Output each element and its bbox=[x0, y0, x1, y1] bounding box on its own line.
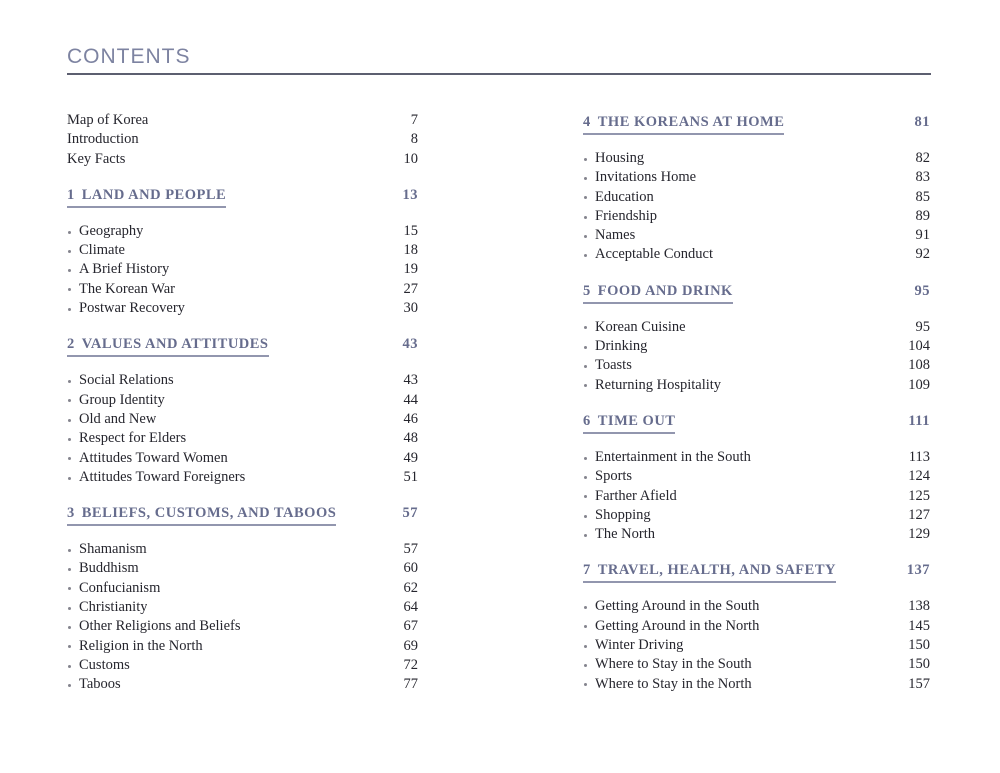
toc-entry bbox=[67, 559, 418, 578]
toc-entry-label bbox=[67, 150, 125, 169]
section-heading-text bbox=[67, 506, 336, 526]
toc-entry-page: 30 bbox=[403, 300, 418, 317]
toc-entry-label bbox=[67, 540, 147, 559]
bullet-icon bbox=[584, 177, 587, 180]
section-page: 137 bbox=[906, 562, 930, 579]
section-title: VALUES AND ATTITUDES bbox=[81, 336, 269, 353]
section-title: BELIEFS, CUSTOMS, AND TABOOS bbox=[81, 505, 337, 522]
toc-entry-title: Housing bbox=[595, 150, 645, 166]
bullet-icon bbox=[584, 384, 587, 387]
toc-entry-label bbox=[583, 226, 635, 245]
section-title: FOOD AND DRINK bbox=[597, 282, 733, 299]
bullet-icon bbox=[68, 626, 71, 629]
toc-entry-label bbox=[583, 207, 657, 226]
toc-entry-title: Acceptable Conduct bbox=[595, 246, 713, 263]
toc-entry-page: 69 bbox=[403, 637, 418, 654]
toc-entry-title: Taboos bbox=[79, 676, 121, 693]
toc-entry-page: 157 bbox=[908, 675, 930, 692]
bullet-icon bbox=[68, 288, 71, 291]
toc-entry-label bbox=[67, 130, 139, 149]
toc-entry bbox=[67, 579, 418, 598]
toc-entry-title: Social Relations bbox=[79, 372, 174, 389]
toc-entry-page: 85 bbox=[915, 188, 930, 205]
section-number: 2 bbox=[67, 336, 75, 353]
section-heading bbox=[583, 115, 930, 135]
toc-entry-label bbox=[67, 241, 125, 260]
section-heading-text bbox=[583, 563, 836, 583]
section-number: 4 bbox=[583, 114, 591, 130]
toc-entry-page: 48 bbox=[403, 430, 418, 447]
toc-entry-title: Education bbox=[595, 188, 654, 205]
toc-entry-title: Sports bbox=[595, 468, 633, 485]
toc-entry-label bbox=[67, 111, 148, 130]
bullet-icon bbox=[68, 645, 71, 648]
section-page: 13 bbox=[402, 186, 418, 203]
section-title: TIME OUT bbox=[597, 412, 676, 429]
toc-entry-page: 60 bbox=[403, 560, 418, 577]
toc-entry bbox=[67, 429, 418, 448]
toc-entry-label bbox=[67, 260, 169, 279]
toc-entry-label bbox=[583, 487, 677, 506]
bullet-icon bbox=[584, 534, 587, 537]
toc-entry bbox=[67, 468, 418, 487]
bullet-icon bbox=[584, 645, 587, 648]
bullet-icon bbox=[68, 231, 71, 234]
toc-entry-label bbox=[67, 299, 185, 318]
bullet-icon bbox=[68, 568, 71, 571]
toc-entry-label bbox=[67, 410, 156, 429]
toc-entry bbox=[67, 260, 418, 279]
toc-entry-label bbox=[67, 280, 175, 299]
toc-entry-page: 44 bbox=[403, 391, 418, 408]
bullet-icon bbox=[584, 625, 587, 628]
toc-entry-label bbox=[583, 356, 632, 375]
toc-entry bbox=[583, 617, 930, 636]
toc-entry-page: 127 bbox=[908, 506, 930, 523]
toc-entry bbox=[583, 525, 930, 544]
toc-entry bbox=[583, 188, 930, 207]
section-heading bbox=[583, 414, 930, 434]
toc-entry bbox=[67, 391, 418, 410]
bullet-icon bbox=[584, 515, 587, 518]
toc-entry-title: Other Religions and Beliefs bbox=[79, 618, 241, 635]
toc-entry bbox=[67, 410, 418, 429]
toc-entry-title: Farther Afield bbox=[595, 487, 677, 504]
bullet-icon bbox=[584, 495, 587, 498]
toc-entry-label bbox=[583, 525, 655, 544]
toc-entry-label bbox=[583, 188, 654, 207]
toc-entry bbox=[67, 540, 418, 559]
toc-entry-title: Getting Around in the South bbox=[595, 598, 760, 615]
toc-entry-page: 104 bbox=[908, 338, 930, 355]
toc-entry-page: 108 bbox=[908, 357, 930, 374]
toc-entry-page: 92 bbox=[915, 246, 930, 263]
toc-entry bbox=[583, 506, 930, 525]
toc-entry-label bbox=[67, 598, 147, 617]
toc-entry-title: Old and New bbox=[79, 410, 157, 427]
toc-entry-page: 67 bbox=[403, 618, 418, 635]
bullet-icon bbox=[584, 158, 587, 161]
toc-entry-title: Where to Stay in the South bbox=[595, 656, 752, 673]
toc-entry-title: Key Facts bbox=[67, 150, 126, 167]
section-heading-text bbox=[67, 188, 226, 208]
bullet-icon bbox=[68, 269, 71, 272]
bullet-icon bbox=[68, 587, 71, 590]
section-number: 1 bbox=[67, 186, 75, 203]
toc-entry-title: Returning Hospitality bbox=[595, 376, 722, 393]
toc-entry-label bbox=[67, 637, 203, 656]
toc-entry bbox=[583, 487, 930, 506]
toc-entry bbox=[583, 356, 930, 375]
bullet-icon bbox=[68, 419, 71, 422]
section-number: 7 bbox=[583, 562, 591, 579]
page-title: CONTENTS bbox=[67, 45, 191, 68]
toc-entry bbox=[583, 597, 930, 616]
toc-entry bbox=[67, 130, 418, 149]
bullet-icon bbox=[68, 477, 71, 480]
bullet-icon bbox=[584, 196, 587, 199]
toc-entry-title: Korean Cuisine bbox=[595, 318, 686, 335]
toc-entry-page: 19 bbox=[403, 261, 418, 278]
toc-entry-title: Getting Around in the North bbox=[595, 617, 760, 634]
toc-entry bbox=[583, 337, 930, 356]
toc-entry bbox=[583, 226, 930, 245]
section-number: 3 bbox=[67, 505, 75, 522]
section-title: LAND AND PEOPLE bbox=[81, 186, 227, 203]
toc-entry bbox=[583, 448, 930, 467]
toc-entry-page: 10 bbox=[403, 150, 418, 167]
toc-entry-page: 46 bbox=[403, 410, 418, 427]
toc-entry-title: Where to Stay in the North bbox=[595, 675, 752, 692]
section-heading bbox=[583, 563, 930, 583]
toc-entry-page: 77 bbox=[403, 676, 418, 693]
toc-entry bbox=[67, 598, 418, 617]
bullet-icon bbox=[68, 250, 71, 253]
toc-entry-title: Postwar Recovery bbox=[79, 300, 185, 317]
toc-entry-label bbox=[583, 617, 759, 636]
toc-entry-page: 95 bbox=[915, 318, 930, 335]
toc-entry-title: Climate bbox=[79, 242, 125, 259]
toc-entry-label bbox=[583, 636, 683, 655]
toc-entry-title: Shamanism bbox=[79, 541, 147, 558]
section-heading-text bbox=[583, 414, 675, 434]
toc-entry-label bbox=[67, 656, 130, 675]
toc-entry-label bbox=[67, 429, 186, 448]
toc-entry-label bbox=[67, 449, 228, 468]
toc-entry-page: 145 bbox=[908, 617, 930, 634]
toc-entry-page: 138 bbox=[908, 598, 930, 615]
section-heading bbox=[67, 337, 418, 357]
section-title: TRAVEL, HEALTH, AND SAFETY bbox=[597, 562, 836, 579]
toc-entry-page: 113 bbox=[908, 448, 930, 465]
toc-entry bbox=[67, 299, 418, 318]
toc-entry-title: Map of Korea bbox=[67, 112, 149, 128]
section-page: 57 bbox=[402, 505, 418, 522]
toc-entry bbox=[67, 656, 418, 675]
bullet-icon bbox=[584, 606, 587, 609]
toc-entry-title: Geography bbox=[79, 222, 144, 239]
toc-entry-label bbox=[583, 655, 752, 674]
toc-entry bbox=[583, 636, 930, 655]
toc-entry bbox=[583, 245, 930, 264]
toc-entry bbox=[67, 449, 418, 468]
toc-entry bbox=[583, 655, 930, 674]
section-page: 81 bbox=[914, 114, 930, 130]
toc-entry-label bbox=[67, 371, 174, 390]
section-number: 6 bbox=[583, 412, 591, 429]
section-heading-text bbox=[583, 284, 733, 304]
toc-entry-title: Confucianism bbox=[79, 579, 161, 596]
toc-entry-page: 124 bbox=[908, 468, 930, 485]
toc-entry-title: Attitudes Toward Women bbox=[79, 449, 228, 466]
toc-entry-title: Toasts bbox=[595, 357, 632, 374]
toc-entry-page: 64 bbox=[403, 599, 418, 616]
section-page: 95 bbox=[914, 282, 930, 299]
toc-entry-page: 8 bbox=[410, 131, 418, 148]
toc-entry-title: Names bbox=[595, 227, 636, 244]
toc-entry-title: The Korean War bbox=[79, 280, 175, 297]
section-heading bbox=[67, 506, 418, 526]
toc-entry-page: 72 bbox=[403, 656, 418, 673]
toc-entry-title: The North bbox=[595, 526, 655, 543]
toc-entry-label bbox=[67, 617, 240, 636]
toc-entry-title: Christianity bbox=[79, 599, 148, 616]
bullet-icon bbox=[584, 476, 587, 479]
toc-entry-label bbox=[583, 318, 686, 337]
toc-entry-page: 150 bbox=[908, 637, 930, 654]
toc-entry-title: Attitudes Toward Foreigners bbox=[79, 468, 246, 485]
bullet-icon bbox=[68, 549, 71, 552]
bullet-icon bbox=[68, 308, 71, 311]
bullet-icon bbox=[68, 457, 71, 460]
toc-entry-label bbox=[67, 675, 121, 694]
toc-entry-page: 83 bbox=[915, 169, 930, 186]
toc-entry-title: Drinking bbox=[595, 338, 648, 355]
toc-entry-title: Religion in the North bbox=[79, 637, 203, 654]
section-title: THE KOREANS AT HOME bbox=[597, 114, 785, 130]
bullet-icon bbox=[584, 254, 587, 257]
section-heading bbox=[67, 188, 418, 208]
bullet-icon bbox=[68, 399, 71, 402]
toc-entry bbox=[67, 637, 418, 656]
toc-entry-title: Introduction bbox=[67, 131, 139, 148]
toc-column-left bbox=[67, 111, 418, 695]
toc-entry bbox=[583, 207, 930, 226]
toc-entry bbox=[67, 371, 418, 390]
bullet-icon bbox=[584, 216, 587, 219]
bullet-icon bbox=[584, 346, 587, 349]
toc-entry bbox=[67, 241, 418, 260]
toc-entry-title: Shopping bbox=[595, 506, 651, 523]
toc-entry bbox=[67, 617, 418, 636]
toc-entry-label bbox=[67, 559, 139, 578]
toc-entry-title: Winter Driving bbox=[595, 637, 684, 654]
toc-entry-page: 49 bbox=[403, 449, 418, 466]
toc-entry-label bbox=[67, 222, 143, 241]
section-heading-text bbox=[67, 337, 269, 357]
section-page: 111 bbox=[908, 412, 930, 429]
toc-entry bbox=[583, 675, 930, 694]
toc-entry-page: 15 bbox=[403, 222, 418, 239]
toc-entry-title: Entertainment in the South bbox=[595, 448, 751, 465]
bullet-icon bbox=[584, 457, 587, 460]
toc-entry-label bbox=[583, 467, 632, 486]
toc-entry bbox=[583, 168, 930, 187]
toc-entry-title: A Brief History bbox=[79, 261, 170, 278]
toc-entry-title: Buddhism bbox=[79, 560, 139, 577]
toc-entry-page: 57 bbox=[403, 541, 418, 558]
toc-entry bbox=[583, 318, 930, 337]
bullet-icon bbox=[584, 664, 587, 667]
bullet-icon bbox=[584, 365, 587, 368]
toc-entry-page: 82 bbox=[915, 150, 930, 166]
toc-entry-page: 129 bbox=[908, 526, 930, 543]
title-rule bbox=[67, 73, 931, 75]
toc-entry-label bbox=[583, 448, 751, 467]
toc-entry-page: 7 bbox=[410, 112, 418, 128]
toc-entry bbox=[583, 376, 930, 395]
toc-entry-label bbox=[67, 579, 160, 598]
toc-entry bbox=[67, 111, 418, 130]
toc-entry-label bbox=[583, 675, 752, 694]
toc-entry-page: 18 bbox=[403, 242, 418, 259]
toc-entry bbox=[583, 467, 930, 486]
toc-entry-label bbox=[583, 597, 759, 616]
toc-entry-label bbox=[583, 168, 696, 187]
toc-column-right bbox=[583, 96, 930, 694]
toc-entry-label bbox=[583, 337, 647, 356]
bullet-icon bbox=[68, 665, 71, 668]
toc-entry-page: 150 bbox=[908, 656, 930, 673]
toc-entry bbox=[67, 222, 418, 241]
toc-entry-title: Friendship bbox=[595, 207, 658, 224]
toc-entry-title: Customs bbox=[79, 656, 130, 673]
toc-entry-label bbox=[67, 468, 245, 487]
toc-entry-page: 125 bbox=[908, 487, 930, 504]
section-heading bbox=[583, 284, 930, 304]
toc-entry-page: 62 bbox=[403, 579, 418, 596]
section-heading-text bbox=[583, 115, 784, 135]
toc-entry-page: 109 bbox=[908, 376, 930, 393]
bullet-icon bbox=[68, 438, 71, 441]
toc-entry-title: Respect for Elders bbox=[79, 430, 187, 447]
bullet-icon bbox=[68, 684, 71, 687]
toc-entry-label bbox=[583, 149, 644, 168]
toc-entry bbox=[67, 280, 418, 299]
toc-entry-page: 51 bbox=[403, 468, 418, 485]
toc-entry-page: 27 bbox=[403, 280, 418, 297]
toc-entry bbox=[583, 149, 930, 168]
bullet-icon bbox=[584, 235, 587, 238]
section-page: 43 bbox=[402, 336, 418, 353]
toc-entry-page: 89 bbox=[915, 207, 930, 224]
bullet-icon bbox=[68, 607, 71, 610]
bullet-icon bbox=[584, 326, 587, 329]
bullet-icon bbox=[68, 380, 71, 383]
toc-entry-label bbox=[583, 245, 713, 264]
toc-entry-label bbox=[583, 376, 721, 395]
bullet-icon bbox=[584, 683, 587, 686]
toc-entry-page: 43 bbox=[403, 372, 418, 389]
toc-entry bbox=[67, 150, 418, 169]
toc-entry-label bbox=[583, 506, 651, 525]
toc-entry bbox=[67, 675, 418, 694]
section-number: 5 bbox=[583, 282, 591, 299]
toc-entry-title: Group Identity bbox=[79, 391, 165, 408]
toc-entry-title: Invitations Home bbox=[595, 169, 697, 186]
toc-entry-label bbox=[67, 391, 165, 410]
toc-entry-page: 91 bbox=[915, 227, 930, 244]
